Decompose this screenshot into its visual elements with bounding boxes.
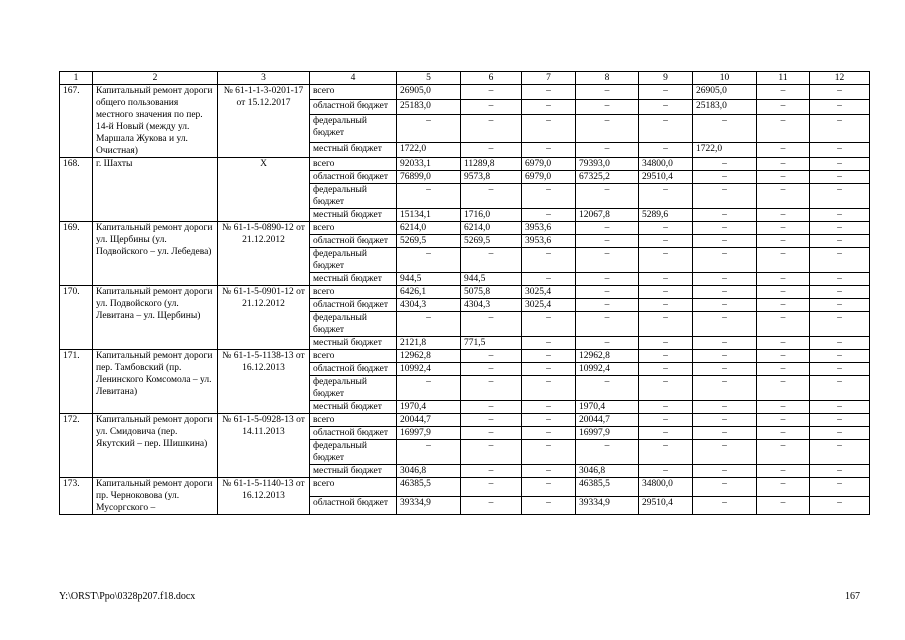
amount-cell: – (522, 427, 576, 440)
amount-cell: – (810, 222, 870, 235)
amount-cell: – (576, 337, 639, 350)
amount-cell: – (639, 235, 693, 248)
funding-source: всего (310, 350, 397, 363)
amount-cell: – (757, 478, 810, 497)
amount-cell: 3953,6 (522, 222, 576, 235)
amount-cell: – (522, 184, 576, 209)
amount-cell: – (461, 478, 522, 497)
amount-cell: – (522, 496, 576, 515)
amount-cell: 16997,9 (397, 427, 461, 440)
amount-cell: – (522, 337, 576, 350)
amount-cell: – (461, 85, 522, 100)
amount-cell: – (522, 440, 576, 465)
amount-cell: – (639, 440, 693, 465)
document-ref: № 61-1-5-1140-13 от 16.12.2013 (218, 478, 310, 515)
amount-cell: – (757, 440, 810, 465)
amount-cell: – (639, 222, 693, 235)
amount-cell: – (757, 496, 810, 515)
amount-cell: – (810, 350, 870, 363)
amount-cell: – (693, 414, 757, 427)
funding-source: всего (310, 222, 397, 235)
amount-cell: – (461, 363, 522, 376)
object-name: Капитальный ремонт дороги пр. Черноковова (ул. Мусоргского – (93, 478, 218, 515)
amount-cell: – (522, 363, 576, 376)
amount-cell: 3025,4 (522, 286, 576, 299)
amount-cell: 3025,4 (522, 299, 576, 312)
table-row (60, 222, 870, 235)
funding-source: областной бюджет (310, 99, 397, 114)
amount-cell: – (639, 143, 693, 158)
amount-cell: – (757, 85, 810, 100)
amount-cell: – (576, 114, 639, 143)
amount-cell: – (810, 401, 870, 414)
amount-cell: – (461, 312, 522, 337)
amount-cell: – (810, 99, 870, 114)
amount-cell: 29510,4 (639, 171, 693, 184)
amount-cell: 1722,0 (693, 143, 757, 158)
amount-cell: – (639, 337, 693, 350)
amount-cell: – (810, 273, 870, 286)
amount-cell: – (522, 143, 576, 158)
column-number: 5 (397, 72, 461, 85)
object-name: Капитальный ремонт дороги пер. Тамбовский (пр. Ленинского Комсомола – ул. Левитана) (93, 350, 218, 414)
amount-cell: – (757, 248, 810, 273)
amount-cell: – (693, 440, 757, 465)
amount-cell: – (810, 286, 870, 299)
funding-source: всего (310, 478, 397, 497)
object-name: Капитальный ремонт дороги общего пользования местного значения по пер. 14-й Новый (между ул. Маршала Жукова и ул. Очистная) (93, 85, 218, 158)
amount-cell: – (693, 376, 757, 401)
amount-cell: – (810, 465, 870, 478)
column-number-row (60, 72, 870, 85)
amount-cell: – (810, 478, 870, 497)
amount-cell: – (639, 184, 693, 209)
amount-cell: – (639, 401, 693, 414)
amount-cell: – (461, 376, 522, 401)
funding-source: федеральный бюджет (310, 312, 397, 337)
amount-cell: 76899,0 (397, 171, 461, 184)
amount-cell: – (810, 363, 870, 376)
amount-cell: 12962,8 (397, 350, 461, 363)
funding-source: областной бюджет (310, 299, 397, 312)
column-number: 7 (522, 72, 576, 85)
amount-cell: – (576, 376, 639, 401)
amount-cell: 771,5 (461, 337, 522, 350)
amount-cell: 5075,8 (461, 286, 522, 299)
amount-cell: – (522, 209, 576, 222)
column-number: 11 (757, 72, 810, 85)
amount-cell: – (461, 184, 522, 209)
amount-cell: – (639, 350, 693, 363)
amount-cell: – (522, 376, 576, 401)
funding-source: областной бюджет (310, 363, 397, 376)
amount-cell: – (461, 427, 522, 440)
amount-cell: – (757, 376, 810, 401)
amount-cell: – (639, 465, 693, 478)
funding-source: всего (310, 158, 397, 171)
funding-source: областной бюджет (310, 235, 397, 248)
funding-source: местный бюджет (310, 143, 397, 158)
row-number: 172. (60, 414, 93, 478)
amount-cell: – (397, 312, 461, 337)
funding-source: местный бюджет (310, 465, 397, 478)
amount-cell: – (810, 427, 870, 440)
amount-cell: – (522, 312, 576, 337)
amount-cell: – (810, 171, 870, 184)
amount-cell: – (522, 350, 576, 363)
amount-cell: 6426,1 (397, 286, 461, 299)
amount-cell: – (757, 143, 810, 158)
amount-cell: 46385,5 (576, 478, 639, 497)
column-number: 4 (310, 72, 397, 85)
amount-cell: 67325,2 (576, 171, 639, 184)
amount-cell: – (397, 440, 461, 465)
amount-cell: 2121,8 (397, 337, 461, 350)
amount-cell: – (757, 350, 810, 363)
amount-cell: – (693, 158, 757, 171)
amount-cell: – (522, 85, 576, 100)
amount-cell: – (522, 465, 576, 478)
amount-cell: – (397, 184, 461, 209)
amount-cell: 16997,9 (576, 427, 639, 440)
amount-cell: – (461, 114, 522, 143)
amount-cell: 34800,0 (639, 478, 693, 497)
amount-cell: – (576, 440, 639, 465)
amount-cell: – (810, 299, 870, 312)
table-row (60, 286, 870, 299)
object-name: Капитальный ремонт дороги ул. Щербины (ул. Подвойского – ул. Лебедева) (93, 222, 218, 286)
amount-cell: 46385,5 (397, 478, 461, 497)
column-number: 3 (218, 72, 310, 85)
amount-cell: 4304,3 (397, 299, 461, 312)
amount-cell: – (810, 235, 870, 248)
amount-cell: – (693, 171, 757, 184)
column-number: 8 (576, 72, 639, 85)
funding-source: областной бюджет (310, 171, 397, 184)
amount-cell: – (693, 337, 757, 350)
amount-cell: – (757, 99, 810, 114)
amount-cell: 10992,4 (397, 363, 461, 376)
amount-cell: – (757, 209, 810, 222)
funding-source: местный бюджет (310, 273, 397, 286)
amount-cell: – (810, 496, 870, 515)
amount-cell: – (461, 143, 522, 158)
document-ref: № 61-1-5-1138-13 от 16.12.2013 (218, 350, 310, 414)
funding-source: федеральный бюджет (310, 440, 397, 465)
funding-source: областной бюджет (310, 496, 397, 515)
amount-cell: 944,5 (397, 273, 461, 286)
amount-cell: 12067,8 (576, 209, 639, 222)
amount-cell: – (522, 273, 576, 286)
funding-source: местный бюджет (310, 209, 397, 222)
amount-cell: – (397, 376, 461, 401)
amount-cell: – (522, 99, 576, 114)
amount-cell: – (639, 99, 693, 114)
amount-cell: 34800,0 (639, 158, 693, 171)
amount-cell: – (810, 209, 870, 222)
amount-cell: – (693, 465, 757, 478)
amount-cell: 3953,6 (522, 235, 576, 248)
amount-cell: – (693, 248, 757, 273)
amount-cell: – (639, 299, 693, 312)
amount-cell: 29510,4 (639, 496, 693, 515)
amount-cell: – (576, 184, 639, 209)
column-number: 2 (93, 72, 218, 85)
amount-cell: – (757, 465, 810, 478)
amount-cell: – (461, 401, 522, 414)
page-number: 167 (845, 591, 860, 602)
amount-cell: 944,5 (461, 273, 522, 286)
funding-source: всего (310, 286, 397, 299)
amount-cell: – (461, 465, 522, 478)
amount-cell: 26905,0 (693, 85, 757, 100)
amount-cell: – (693, 235, 757, 248)
amount-cell: 3046,8 (397, 465, 461, 478)
column-number: 10 (693, 72, 757, 85)
amount-cell: – (757, 114, 810, 143)
amount-cell: – (576, 222, 639, 235)
amount-cell: 6979,0 (522, 171, 576, 184)
amount-cell: – (522, 478, 576, 497)
amount-cell: – (576, 312, 639, 337)
amount-cell: – (810, 184, 870, 209)
amount-cell: – (639, 85, 693, 100)
amount-cell: 15134,1 (397, 209, 461, 222)
row-number: 170. (60, 286, 93, 350)
column-number: 9 (639, 72, 693, 85)
amount-cell: 3046,8 (576, 465, 639, 478)
amount-cell: – (757, 171, 810, 184)
amount-cell: 25183,0 (397, 99, 461, 114)
amount-cell: – (522, 248, 576, 273)
amount-cell: – (461, 248, 522, 273)
amount-cell: – (461, 99, 522, 114)
amount-cell: – (693, 184, 757, 209)
funding-source: федеральный бюджет (310, 248, 397, 273)
object-name: Капитальный ремонт дороги ул. Смидовича (пер. Якутский – пер. Шишкина) (93, 414, 218, 478)
amount-cell: – (810, 114, 870, 143)
amount-cell: – (757, 312, 810, 337)
amount-cell: 6214,0 (461, 222, 522, 235)
funding-source: местный бюджет (310, 401, 397, 414)
amount-cell: – (576, 273, 639, 286)
amount-cell: – (693, 496, 757, 515)
amount-cell: – (810, 337, 870, 350)
funding-source: федеральный бюджет (310, 114, 397, 143)
amount-cell: – (693, 273, 757, 286)
amount-cell: 11289,8 (461, 158, 522, 171)
table-row (60, 478, 870, 497)
amount-cell: – (693, 209, 757, 222)
amount-cell: – (757, 222, 810, 235)
amount-cell: – (693, 350, 757, 363)
file-path: Y:\ORST\Ppo\0328p207.f18.docx (59, 591, 196, 602)
amount-cell: – (576, 143, 639, 158)
table-row (60, 414, 870, 427)
table-row (60, 158, 870, 171)
amount-cell: 6979,0 (522, 158, 576, 171)
amount-cell: 9573,8 (461, 171, 522, 184)
amount-cell: – (576, 99, 639, 114)
amount-cell: – (639, 286, 693, 299)
amount-cell: – (757, 427, 810, 440)
amount-cell: – (693, 299, 757, 312)
amount-cell: 92033,1 (397, 158, 461, 171)
document-ref: № 61-1-5-0928-13 от 14.11.2013 (218, 414, 310, 478)
amount-cell: 5269,5 (461, 235, 522, 248)
amount-cell: – (522, 114, 576, 143)
amount-cell: – (810, 440, 870, 465)
amount-cell: 10992,4 (576, 363, 639, 376)
amount-cell: – (639, 273, 693, 286)
amount-cell: – (576, 85, 639, 100)
amount-cell: – (639, 427, 693, 440)
amount-cell: 1722,0 (397, 143, 461, 158)
amount-cell: 26905,0 (397, 85, 461, 100)
document-ref: № 61-1-1-3-0201-17 от 15.12.2017 (218, 85, 310, 158)
row-number: 167. (60, 85, 93, 158)
row-number: 168. (60, 158, 93, 222)
amount-cell: – (461, 496, 522, 515)
amount-cell: – (757, 414, 810, 427)
object-name: Капитальный ремонт дороги ул. Подвойского (ул. Левитана – ул. Щербины) (93, 286, 218, 350)
amount-cell: – (522, 401, 576, 414)
table-row (60, 85, 870, 100)
amount-cell: – (693, 114, 757, 143)
amount-cell: 39334,9 (576, 496, 639, 515)
column-number: 1 (60, 72, 93, 85)
amount-cell: – (576, 286, 639, 299)
amount-cell: – (397, 248, 461, 273)
row-number: 171. (60, 350, 93, 414)
row-number: 173. (60, 478, 93, 515)
amount-cell: – (693, 312, 757, 337)
amount-cell: – (757, 299, 810, 312)
amount-cell: – (461, 414, 522, 427)
amount-cell: 1716,0 (461, 209, 522, 222)
document-ref: Х (218, 158, 310, 222)
amount-cell: – (810, 248, 870, 273)
amount-cell: – (693, 427, 757, 440)
amount-cell: – (522, 414, 576, 427)
amount-cell: – (757, 184, 810, 209)
amount-cell: – (693, 363, 757, 376)
table-row (60, 350, 870, 363)
amount-cell: – (693, 478, 757, 497)
amount-cell: – (639, 376, 693, 401)
amount-cell: 79393,0 (576, 158, 639, 171)
amount-cell: 20044,7 (397, 414, 461, 427)
amount-cell: – (693, 401, 757, 414)
amount-cell: – (757, 401, 810, 414)
amount-cell: – (757, 337, 810, 350)
funding-source: федеральный бюджет (310, 184, 397, 209)
amount-cell: 39334,9 (397, 496, 461, 515)
amount-cell: – (576, 299, 639, 312)
amount-cell: 4304,3 (461, 299, 522, 312)
amount-cell: – (757, 286, 810, 299)
funding-source: всего (310, 414, 397, 427)
funding-source: всего (310, 85, 397, 100)
amount-cell: – (639, 414, 693, 427)
amount-cell: – (461, 350, 522, 363)
object-name: г. Шахты (93, 158, 218, 222)
funding-source: федеральный бюджет (310, 376, 397, 401)
amount-cell: 20044,7 (576, 414, 639, 427)
amount-cell: – (810, 158, 870, 171)
document-ref: № 61-1-5-0890-12 от 21.12.2012 (218, 222, 310, 286)
amount-cell: 12962,8 (576, 350, 639, 363)
amount-cell: – (810, 143, 870, 158)
amount-cell: – (639, 312, 693, 337)
amount-cell: – (757, 235, 810, 248)
amount-cell: 25183,0 (693, 99, 757, 114)
amount-cell: – (397, 114, 461, 143)
column-number: 12 (810, 72, 870, 85)
amount-cell: – (757, 363, 810, 376)
amount-cell: – (461, 440, 522, 465)
amount-cell: – (810, 85, 870, 100)
data-table (59, 71, 870, 515)
amount-cell: 1970,4 (576, 401, 639, 414)
funding-source: областной бюджет (310, 427, 397, 440)
amount-cell: – (639, 363, 693, 376)
amount-cell: 5289,6 (639, 209, 693, 222)
amount-cell: 5269,5 (397, 235, 461, 248)
amount-cell: – (576, 248, 639, 273)
amount-cell: – (639, 248, 693, 273)
amount-cell: 1970,4 (397, 401, 461, 414)
amount-cell: – (576, 235, 639, 248)
amount-cell: – (757, 273, 810, 286)
amount-cell: – (639, 114, 693, 143)
amount-cell: – (693, 222, 757, 235)
amount-cell: – (810, 414, 870, 427)
column-number: 6 (461, 72, 522, 85)
document-ref: № 61-1-5-0901-12 от 21.12.2012 (218, 286, 310, 350)
row-number: 169. (60, 222, 93, 286)
funding-source: местный бюджет (310, 337, 397, 350)
amount-cell: – (810, 312, 870, 337)
amount-cell: 6214,0 (397, 222, 461, 235)
amount-cell: – (757, 158, 810, 171)
amount-cell: – (810, 376, 870, 401)
amount-cell: – (693, 286, 757, 299)
